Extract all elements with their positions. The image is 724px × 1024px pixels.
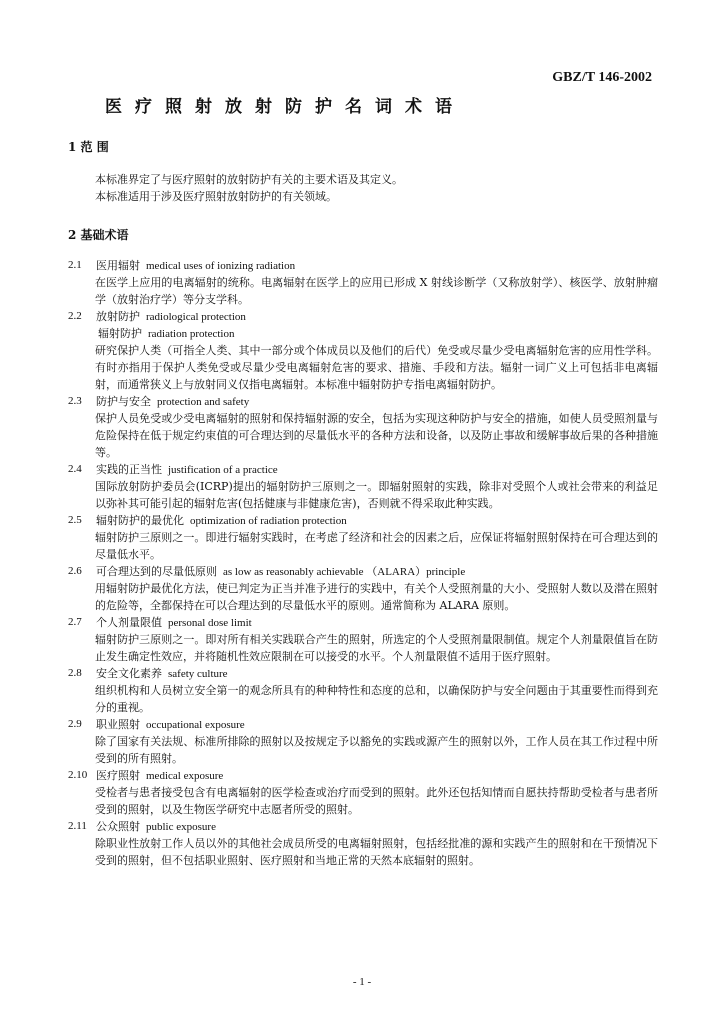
scope-paragraph: 本标准适用于涉及医疗照射放射防护的有关领域。 xyxy=(95,190,337,203)
term-english: justification of a practice xyxy=(168,464,278,476)
term-english: public exposure xyxy=(146,821,216,833)
term-english: occupational exposure xyxy=(146,719,245,731)
section-heading-scope: 1 范 围 xyxy=(68,140,109,154)
term-number: 2.11 xyxy=(68,820,87,832)
term-definition: 辐射防护三原则之一。即进行辐射实践时，在考虑了经济和社会的因素之后，应保证将辐射照射保持在可合理达到的尽量低水平。 xyxy=(95,531,658,561)
term-english: safety culture xyxy=(168,668,228,680)
term-alias-chinese: 辐射防护 xyxy=(98,327,142,340)
term-entry xyxy=(68,563,658,614)
term-list xyxy=(68,257,658,869)
term-english: medical uses of ionizing radiation xyxy=(146,260,296,272)
term-chinese: 安全文化素养 xyxy=(96,667,162,680)
term-english: medical exposure xyxy=(146,770,224,782)
term-number: 2.3 xyxy=(68,395,82,407)
term-entry xyxy=(68,512,658,563)
term-number: 2.4 xyxy=(68,463,82,475)
term-alias-english: radiation protection xyxy=(148,328,235,340)
term-chinese: 辐射防护的最优化 xyxy=(96,514,184,527)
term-entry xyxy=(68,257,658,308)
term-definition: 在医学上应用的电离辐射的统称。电离辐射在医学上的应用已形成 X 射线诊断学（又称放射学）、核医学、放射肿瘤学（放射治疗学）等分支学科。 xyxy=(95,276,658,306)
document-title: 医疗照射放射防护名词术语 xyxy=(105,97,465,117)
term-english: radiological protection xyxy=(146,311,246,323)
term-definition: 保护人员免受或少受电离辐射的照射和保持辐射源的安全，包括为实现这种防护与安全的措施，如使人员受照剂量与危险保持在低于规定约束值的可合理达到的尽量低水平的各种方法和设备，以及防止事故和缓解事故后果的各种措施等。 xyxy=(95,412,658,459)
section-heading-basic-terms: 2 基础术语 xyxy=(68,228,129,242)
term-definition: 用辐射防护最优化方法，使已判定为正当并准予进行的实践中，有关个人受照剂量的大小、受照射人数以及潜在照射的危险等，全都保持在可以合理达到的尽量低水平的原则。通常简称为 ALARA 原则。 xyxy=(95,582,658,612)
term-entry xyxy=(68,716,658,767)
term-entry xyxy=(68,461,658,512)
term-chinese: 可合理达到的尽量低原则 xyxy=(96,565,217,578)
term-chinese: 医疗照射 xyxy=(96,769,140,782)
term-english: protection and safety xyxy=(157,396,250,408)
term-entry xyxy=(68,767,658,818)
standard-code: GBZ/T 146-2002 xyxy=(552,70,652,85)
term-chinese: 放射防护 xyxy=(96,310,140,323)
term-entry xyxy=(68,393,658,461)
term-number: 2.1 xyxy=(68,259,82,271)
term-chinese: 职业照射 xyxy=(96,718,140,731)
term-entry xyxy=(68,614,658,665)
term-chinese: 实践的正当性 xyxy=(96,463,162,476)
term-entry xyxy=(68,308,658,393)
term-entry xyxy=(68,665,658,716)
term-chinese: 医用辐射 xyxy=(96,259,140,272)
term-chinese: 个人剂量限值 xyxy=(96,616,162,629)
term-definition: 国际放射防护委员会(ICRP)提出的辐射防护三原则之一。即辐射照射的实践，除非对受照个人或社会带来的利益足以弥补其可能引起的辐射危害(包括健康与非健康危害)，否则就不得采取此种实践。 xyxy=(95,480,658,510)
term-definition: 除职业性放射工作人员以外的其他社会成员所受的电离辐射照射，包括经批准的源和实践产生的照射和在干预情况下受到的照射，但不包括职业照射、医疗照射和当地正常的天然本底辐射的照射。 xyxy=(95,837,658,867)
page-number: - 1 - xyxy=(352,976,372,988)
term-definition: 辐射防护三原则之一。即对所有相关实践联合产生的照射，所选定的个人受照剂量限制值。规定个人剂量限值旨在防止发生确定性效应，并将随机性效应限制在可以接受的水平。个人剂量限值不适用于医疗照射。 xyxy=(95,633,658,663)
term-number: 2.9 xyxy=(68,718,82,730)
term-english: personal dose limit xyxy=(168,617,252,629)
term-definition: 研究保护人类（可指全人类、其中一部分或个体成员以及他们的后代）免受或尽量少受电离辐射危害的应用性学科。有时亦指用于保护人类免受或尽量少受电离辐射危害的要求、措施、手段和方法。辐射一词广义上可包括非电离辐射，而通常狭义上与放射同义仅指电离辐射。本标准中辐射防护专指电离辐射防护。 xyxy=(95,344,658,391)
term-entry xyxy=(68,818,658,869)
term-number: 2.8 xyxy=(68,667,82,679)
term-english: optimization of radiation protection xyxy=(190,515,347,527)
term-number: 2.6 xyxy=(68,565,82,577)
term-english: as low as reasonably achievable （ALARA）principle xyxy=(223,566,466,578)
term-chinese: 公众照射 xyxy=(96,820,140,833)
term-definition: 组织机构和人员树立安全第一的观念所具有的种种特性和态度的总和，以确保防护与安全问题由于其重要性而得到充分的重视。 xyxy=(95,684,658,714)
term-definition: 除了国家有关法规、标准所排除的照射以及按规定予以豁免的实践或源产生的照射以外，工作人员在其工作过程中所受到的所有照射。 xyxy=(95,735,658,765)
term-number: 2.2 xyxy=(68,310,82,322)
term-number: 2.10 xyxy=(68,769,88,781)
scope-paragraph: 本标准界定了与医疗照射的放射防护有关的主要术语及其定义。 xyxy=(95,173,403,186)
term-number: 2.5 xyxy=(68,514,82,526)
term-chinese: 防护与安全 xyxy=(96,395,151,408)
term-number: 2.7 xyxy=(68,616,82,628)
term-definition: 受检者与患者接受包含有电离辐射的医学检查或治疗而受到的照射。此外还包括知情而自愿扶持帮助受检者与患者所受到的照射，以及生物医学研究中志愿者所受的照射。 xyxy=(95,786,658,816)
